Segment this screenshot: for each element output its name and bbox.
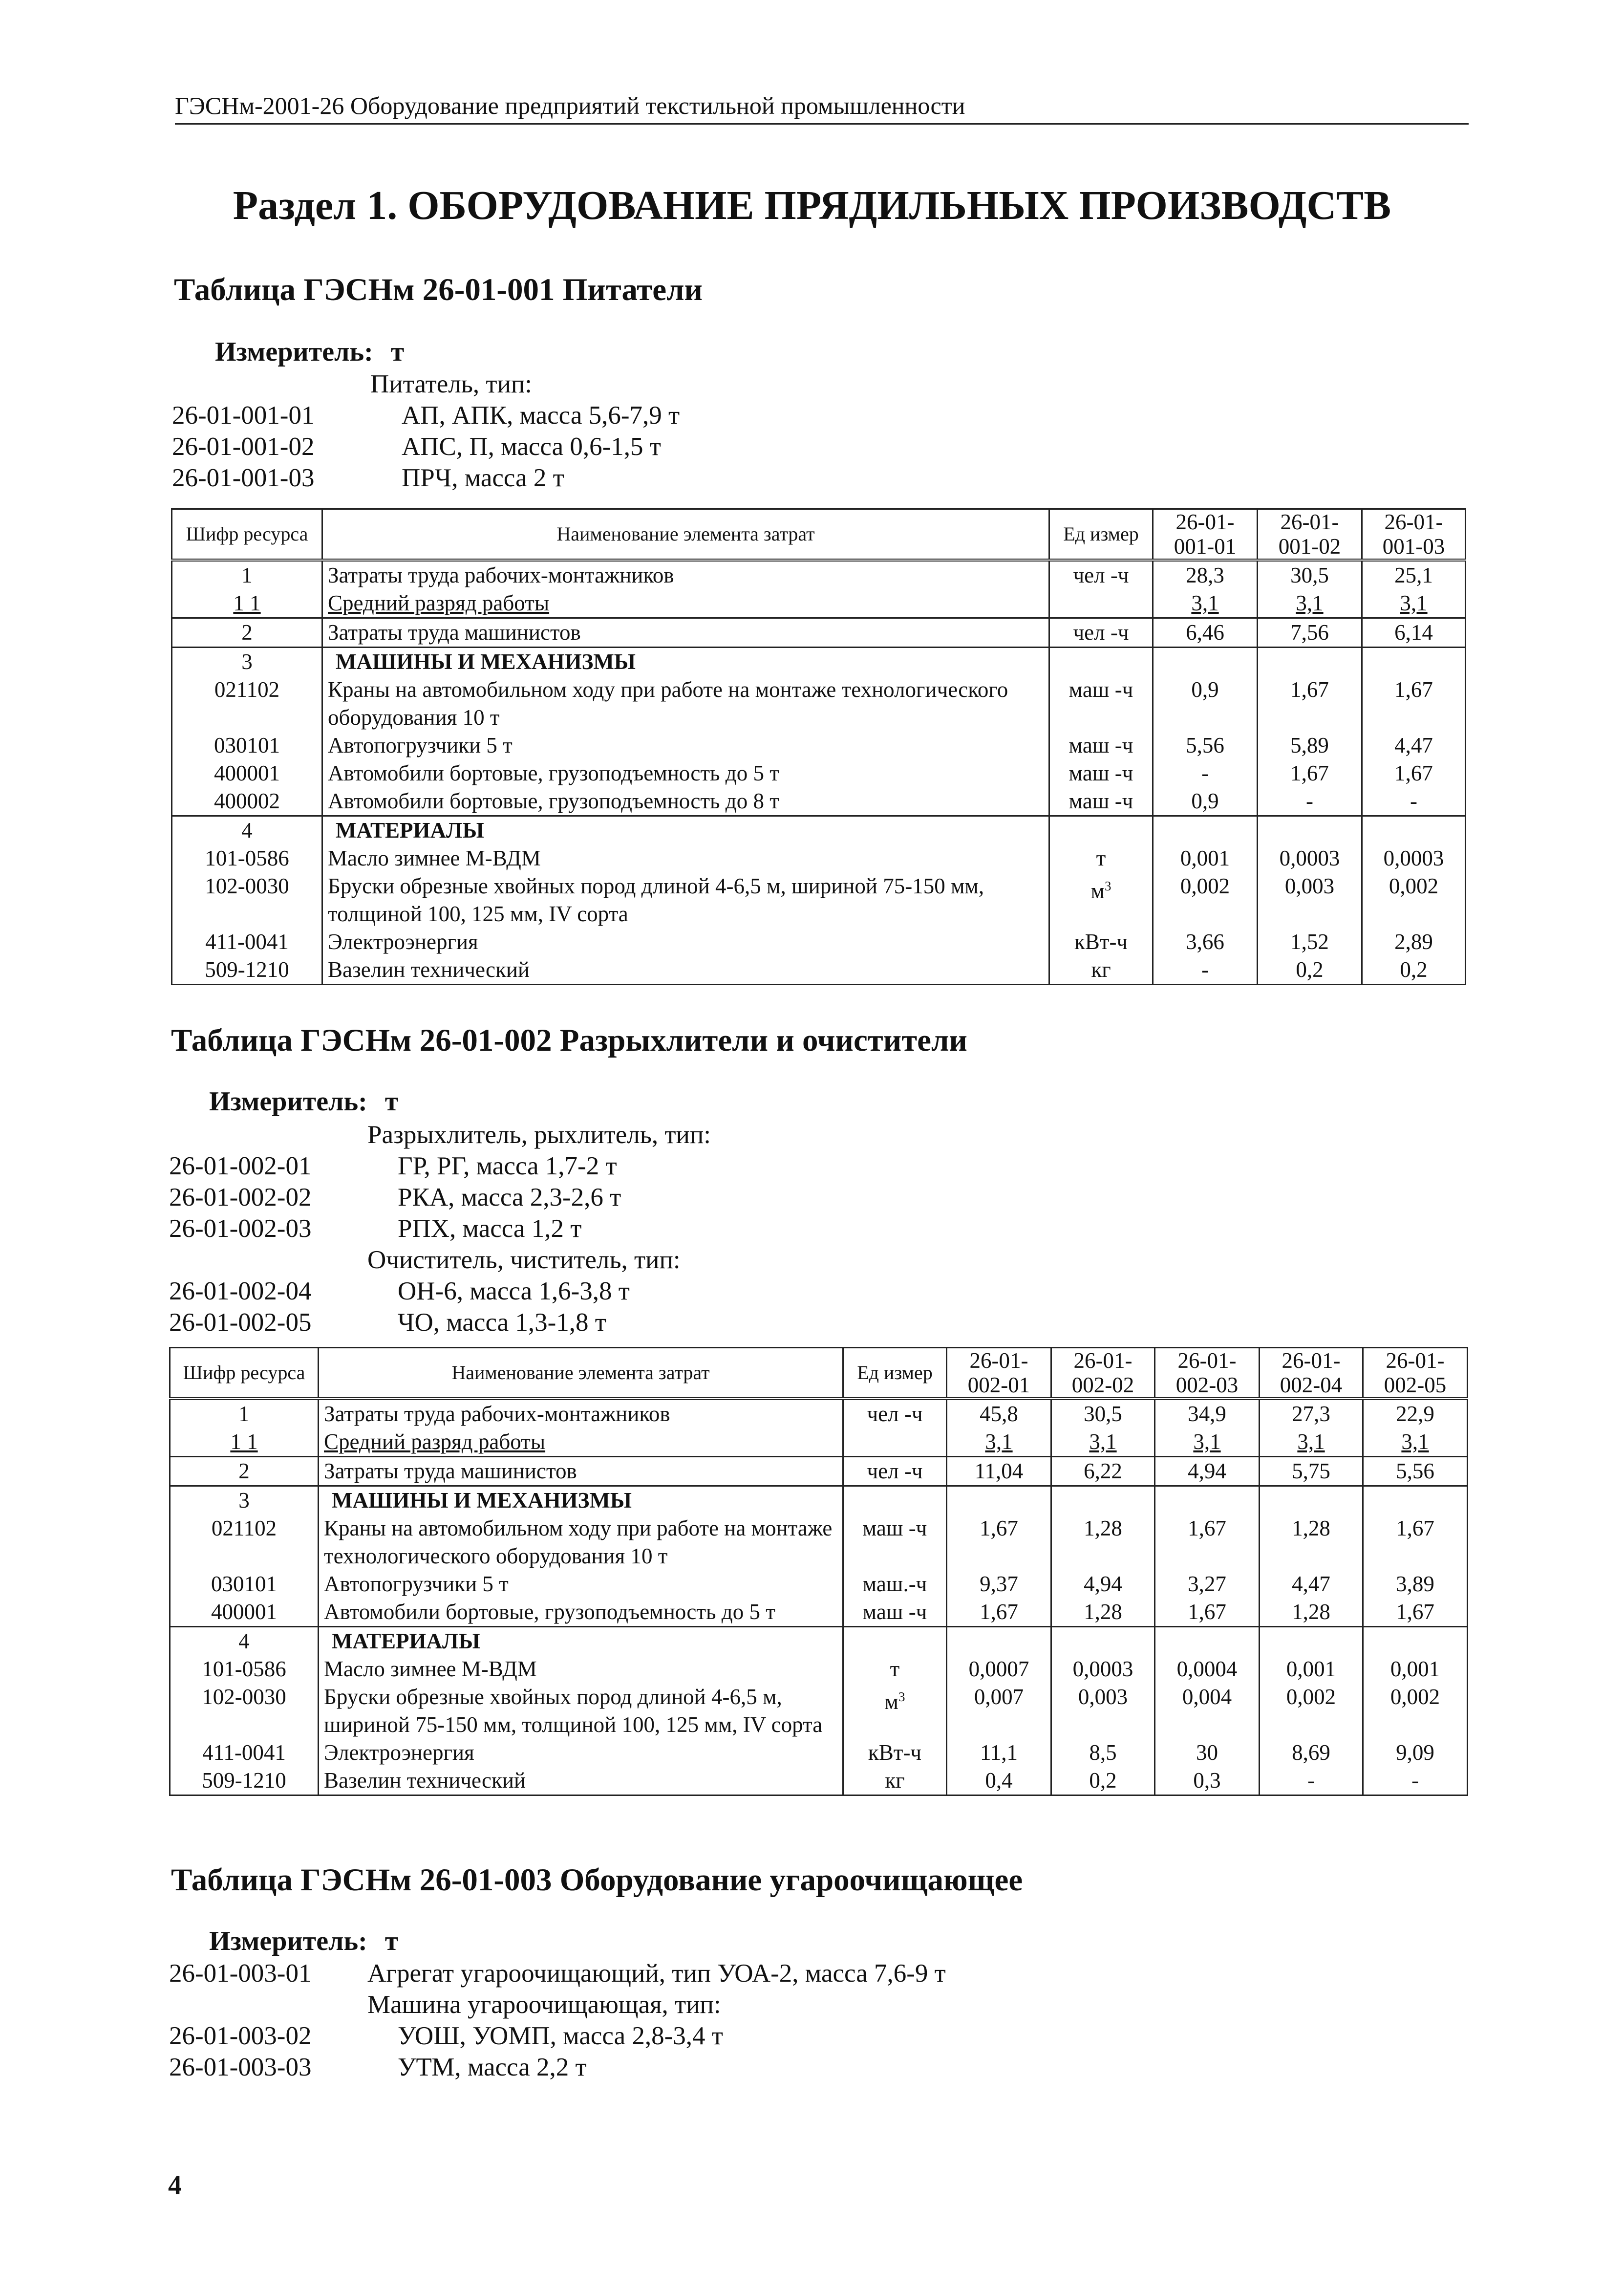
row-value: 1,67	[1258, 759, 1362, 787]
row-unit	[1049, 589, 1153, 618]
row-value: 1,67	[1258, 676, 1362, 732]
row-name: Средний разряд работы	[322, 589, 1049, 618]
row-code: 1	[172, 560, 322, 589]
row-code: 509-1210	[172, 956, 322, 985]
row-code: 102-0030	[170, 1683, 319, 1739]
row-value: 34,9	[1155, 1399, 1260, 1428]
row-group-title: МАТЕРИАЛЫ	[322, 816, 1049, 845]
table1-item-2-code: 26-01-001-02	[172, 433, 315, 461]
row-value: 0,002	[1260, 1683, 1363, 1739]
table3-item-3-code: 26-01-003-03	[169, 2053, 312, 2081]
running-header: ГЭСНм-2001-26 Оборудование предприятий текстильной промышленности	[175, 92, 1469, 125]
row-code: 509-1210	[170, 1767, 319, 1795]
table2-item-1-text: ГР, РГ, масса 1,7-2 т	[398, 1152, 617, 1180]
table3-item-2-code: 26-01-003-02	[169, 2022, 312, 2050]
row-value: 0,003	[1258, 872, 1362, 928]
row-code: 030101	[170, 1570, 319, 1598]
col-header-26-01-002-04: 26-01- 002-04	[1260, 1348, 1363, 1399]
row-name: Бруски обрезные хвойных пород длиной 4-6,5 м, шириной 75-150 мм, толщиной 100, 125 мм, IV сорта	[319, 1683, 843, 1739]
row-value: 30,5	[1258, 560, 1362, 589]
row-value: 3,1	[1153, 589, 1258, 618]
row-value: 0,4	[947, 1767, 1051, 1795]
table-row	[170, 1767, 1468, 1795]
row-name: Автопогрузчики 5 т	[322, 732, 1049, 759]
row-value: 0,3	[1155, 1767, 1260, 1795]
col-header-26-01-002-03: 26-01- 002-03	[1155, 1348, 1260, 1399]
row-value: 1,28	[1260, 1598, 1363, 1627]
table2-item-2-text: РКА, масса 2,3-2,6 т	[398, 1183, 621, 1211]
row-code: 101-0586	[172, 844, 322, 872]
table2-title: Таблица ГЭСНм 26-01-002 Разрыхлители и очистители	[171, 1023, 967, 1058]
row-unit: чел -ч	[843, 1457, 947, 1486]
table2-measure-unit: т	[385, 1086, 399, 1117]
row-value: 3,1	[1363, 1428, 1468, 1457]
page-number: 4	[168, 2170, 182, 2201]
row-code: 101-0586	[170, 1655, 319, 1683]
row-value: 0,2	[1258, 956, 1362, 985]
row-code: 400001	[170, 1598, 319, 1627]
row-value: 1,67	[1155, 1598, 1260, 1627]
row-value: 11,1	[947, 1739, 1051, 1767]
row-value: 4,47	[1362, 732, 1466, 759]
table3-item-1-text: Машина угароочищающая, тип:	[367, 1990, 721, 2019]
row-code: 2	[170, 1457, 319, 1486]
table2-item-5-text: ОН-6, масса 1,6-3,8 т	[398, 1277, 630, 1305]
table-row	[172, 732, 1466, 759]
row-code: 1	[170, 1399, 319, 1428]
row-value: 0,0007	[947, 1655, 1051, 1683]
row-value: 0,001	[1260, 1655, 1363, 1683]
row-unit: т	[1049, 844, 1153, 872]
row-code: 030101	[172, 732, 322, 759]
row-value: 2,89	[1362, 928, 1466, 956]
row-value: 6,14	[1362, 618, 1466, 648]
table-row	[172, 956, 1466, 985]
row-value: 0,0003	[1362, 844, 1466, 872]
row-value: 5,56	[1153, 732, 1258, 759]
row-value: 1,67	[1363, 1598, 1468, 1627]
row-value: 0,0004	[1155, 1655, 1260, 1683]
row-value: 1,28	[1051, 1514, 1155, 1570]
col-header-26-01-002-01: 26-01- 002-01	[947, 1348, 1051, 1399]
row-name: Автомобили бортовые, грузоподъемность до 5 т	[319, 1598, 843, 1627]
row-code: 411-0041	[172, 928, 322, 956]
table1-measure-label: Измеритель:	[215, 337, 373, 367]
row-unit: маш -ч	[1049, 759, 1153, 787]
col-header-26-01-002-05: 26-01- 002-05	[1363, 1348, 1468, 1399]
col-header-unit: Ед измер	[1049, 509, 1153, 561]
row-value: -	[1153, 956, 1258, 985]
row-unit: маш -ч	[1049, 676, 1153, 732]
table3-measure-unit: т	[385, 1926, 399, 1956]
table3-measure-label: Измеритель:	[209, 1926, 367, 1956]
table-row	[172, 560, 1466, 589]
row-unit: маш -ч	[843, 1598, 947, 1627]
row-name: Затраты труда машинистов	[319, 1457, 843, 1486]
row-value: 0,2	[1362, 956, 1466, 985]
row-code: 021102	[172, 676, 322, 732]
table-row	[172, 844, 1466, 872]
table1-item-2-text: АПС, П, масса 0,6-1,5 т	[402, 433, 661, 461]
row-value: 1,28	[1260, 1514, 1363, 1570]
row-unit: чел -ч	[1049, 560, 1153, 589]
row-unit: маш -ч	[1049, 787, 1153, 816]
table3-item-0-code: 26-01-003-01	[169, 1959, 312, 1988]
row-code: 3	[172, 648, 322, 676]
row-value: 0,003	[1051, 1683, 1155, 1739]
table2-measure	[209, 1086, 398, 1117]
table1-title: Таблица ГЭСНм 26-01-001 Питатели	[174, 272, 703, 307]
row-value: -	[1260, 1767, 1363, 1795]
row-name: Затраты труда рабочих-монтажников	[322, 560, 1049, 589]
table1-measure-unit: т	[390, 337, 405, 367]
row-name: Электроэнергия	[319, 1739, 843, 1767]
row-code: 4	[170, 1627, 319, 1656]
row-unit: чел -ч	[843, 1399, 947, 1428]
table3-item-0-text: Агрегат угароочищающий, тип УОА-2, масса 7,6-9 т	[367, 1959, 946, 1988]
table-row	[170, 1655, 1468, 1683]
row-value: 11,04	[947, 1457, 1051, 1486]
row-value: 9,09	[1363, 1739, 1468, 1767]
table-row	[172, 676, 1466, 732]
row-value: 6,22	[1051, 1457, 1155, 1486]
table-row	[170, 1399, 1468, 1428]
row-group-title: МАТЕРИАЛЫ	[319, 1627, 843, 1656]
table2-item-5-code: 26-01-002-04	[169, 1277, 312, 1305]
row-value: 1,67	[1362, 759, 1466, 787]
row-name: Вазелин технический	[322, 956, 1049, 985]
row-value: 6,46	[1153, 618, 1258, 648]
row-name: Автопогрузчики 5 т	[319, 1570, 843, 1598]
row-value: 8,5	[1051, 1739, 1155, 1767]
row-group-title: МАШИНЫ И МЕХАНИЗМЫ	[322, 648, 1049, 676]
row-value: 1,28	[1051, 1598, 1155, 1627]
row-value: -	[1153, 759, 1258, 787]
table-row	[172, 759, 1466, 787]
row-value: 0,9	[1153, 676, 1258, 732]
table3-title: Таблица ГЭСНм 26-01-003 Оборудование угароочищающее	[171, 1862, 1023, 1898]
table1-measure	[215, 336, 404, 368]
col-header-name: Наименование элемента затрат	[322, 509, 1049, 561]
table-row	[170, 1683, 1468, 1739]
table-row	[170, 1627, 1468, 1656]
row-value: 1,67	[947, 1598, 1051, 1627]
row-unit: маш -ч	[843, 1514, 947, 1570]
table2-item-2-code: 26-01-002-02	[169, 1183, 312, 1211]
table-row	[172, 787, 1466, 816]
table2-norms	[169, 1347, 1468, 1796]
row-value: -	[1363, 1767, 1468, 1795]
row-value: 9,37	[947, 1570, 1051, 1598]
row-value: 1,67	[947, 1514, 1051, 1570]
table2-item-3-code: 26-01-002-03	[169, 1214, 312, 1243]
row-value: 0,9	[1153, 787, 1258, 816]
table-row	[172, 816, 1466, 845]
table-row	[172, 648, 1466, 676]
row-value: 3,1	[947, 1428, 1051, 1457]
row-name: Средний разряд работы	[319, 1428, 843, 1457]
row-code: 411-0041	[170, 1739, 319, 1767]
row-value: 3,1	[1362, 589, 1466, 618]
row-value: 3,66	[1153, 928, 1258, 956]
table-row	[172, 872, 1466, 928]
col-header-26-01-002-02: 26-01- 002-02	[1051, 1348, 1155, 1399]
row-value: 5,75	[1260, 1457, 1363, 1486]
row-name: Затраты труда машинистов	[322, 618, 1049, 648]
table2-header-row	[170, 1348, 1468, 1399]
col-header-unit: Ед измер	[843, 1348, 947, 1399]
row-code: 1 1	[172, 589, 322, 618]
row-value: 3,89	[1363, 1570, 1468, 1598]
table-row	[170, 1486, 1468, 1515]
table-row	[172, 928, 1466, 956]
table-row	[170, 1457, 1468, 1486]
row-unit: чел -ч	[1049, 618, 1153, 648]
row-code: 021102	[170, 1514, 319, 1570]
row-value: 45,8	[947, 1399, 1051, 1428]
row-value: 30,5	[1051, 1399, 1155, 1428]
row-value: 0,002	[1153, 872, 1258, 928]
table1-item-3-code: 26-01-001-03	[172, 464, 315, 492]
row-name: Масло зимнее М-ВДМ	[319, 1655, 843, 1683]
row-value: 5,89	[1258, 732, 1362, 759]
row-unit: кВт-ч	[843, 1739, 947, 1767]
row-value: 3,1	[1260, 1428, 1363, 1457]
row-value: 0,0003	[1051, 1655, 1155, 1683]
row-value: 5,56	[1363, 1457, 1468, 1486]
row-name: Масло зимнее М-ВДМ	[322, 844, 1049, 872]
row-code: 4	[172, 816, 322, 845]
row-value: 0,007	[947, 1683, 1051, 1739]
table-row	[170, 1570, 1468, 1598]
table1-item-3-text: ПРЧ, масса 2 т	[402, 464, 564, 492]
row-value: 0,0003	[1258, 844, 1362, 872]
row-value: 1,67	[1362, 676, 1466, 732]
col-header-code: Шифр ресурса	[170, 1348, 319, 1399]
row-value: 0,2	[1051, 1767, 1155, 1795]
row-value: 1,52	[1258, 928, 1362, 956]
table2-item-6-code: 26-01-002-05	[169, 1308, 312, 1337]
row-unit: маш.-ч	[843, 1570, 947, 1598]
col-header-name: Наименование элемента затрат	[319, 1348, 843, 1399]
row-value: 25,1	[1362, 560, 1466, 589]
col-header-26-01-001-03: 26-01- 001-03	[1362, 509, 1466, 561]
row-unit: т	[843, 1655, 947, 1683]
table2-measure-label: Измеритель:	[209, 1086, 367, 1117]
col-header-26-01-001-02: 26-01- 001-02	[1258, 509, 1362, 561]
row-value: 0,002	[1362, 872, 1466, 928]
row-value: 0,001	[1153, 844, 1258, 872]
row-name: Электроэнергия	[322, 928, 1049, 956]
row-code: 400002	[172, 787, 322, 816]
table1-item-1-code: 26-01-001-01	[172, 401, 315, 430]
table1-item-1-text: АП, АПК, масса 5,6-7,9 т	[402, 401, 680, 430]
table-row	[172, 618, 1466, 648]
table2-item-0-text: Разрыхлитель, рыхлитель, тип:	[367, 1121, 711, 1149]
row-value: 0,002	[1363, 1683, 1468, 1739]
table2-item-4-text: Очиститель, чиститель, тип:	[367, 1246, 681, 1274]
col-header-code: Шифр ресурса	[172, 509, 322, 561]
section-title: Раздел 1. ОБОРУДОВАНИЕ ПРЯДИЛЬНЫХ ПРОИЗВОДСТВ	[233, 183, 1391, 228]
row-value: 8,69	[1260, 1739, 1363, 1767]
row-value: 4,94	[1155, 1457, 1260, 1486]
row-value: 22,9	[1363, 1399, 1468, 1428]
row-value: 3,1	[1051, 1428, 1155, 1457]
row-name: Вазелин технический	[319, 1767, 843, 1795]
table-row	[170, 1514, 1468, 1570]
row-value: 1,67	[1363, 1514, 1468, 1570]
row-value: 7,56	[1258, 618, 1362, 648]
row-name: Автомобили бортовые, грузоподъемность до 5 т	[322, 759, 1049, 787]
row-unit: $м^3$	[843, 1683, 947, 1739]
table2-item-3-text: РПХ, масса 1,2 т	[398, 1214, 582, 1243]
row-code: 2	[172, 618, 322, 648]
row-unit: кг	[843, 1767, 947, 1795]
row-unit: кВт-ч	[1049, 928, 1153, 956]
row-name: Автомобили бортовые, грузоподъемность до 8 т	[322, 787, 1049, 816]
table1-header-row	[172, 509, 1466, 561]
row-name: Краны на автомобильном ходу при работе на монтаже технологического оборудования 10 т	[322, 676, 1049, 732]
table2-item-6-text: ЧО, масса 1,3-1,8 т	[398, 1308, 606, 1337]
row-value: -	[1258, 787, 1362, 816]
col-header-26-01-001-01: 26-01- 001-01	[1153, 509, 1258, 561]
row-name: Краны на автомобильном ходу при работе на монтаже технологического оборудования 10 т	[319, 1514, 843, 1570]
row-name: Бруски обрезные хвойных пород длиной 4-6,5 м, шириной 75-150 мм, толщиной 100, 125 мм, IV сорта	[322, 872, 1049, 928]
row-value: 27,3	[1260, 1399, 1363, 1428]
row-unit	[843, 1428, 947, 1457]
row-group-title: МАШИНЫ И МЕХАНИЗМЫ	[319, 1486, 843, 1515]
row-code: 102-0030	[172, 872, 322, 928]
table1-norms	[171, 508, 1466, 985]
row-code: 1 1	[170, 1428, 319, 1457]
row-name: Затраты труда рабочих-монтажников	[319, 1399, 843, 1428]
table1-item-0-text: Питатель, тип:	[370, 370, 533, 398]
row-code: 400001	[172, 759, 322, 787]
row-value: 3,1	[1258, 589, 1362, 618]
table3-item-2-text: УОШ, УОМП, масса 2,8-3,4 т	[398, 2022, 723, 2050]
row-value: 0,001	[1363, 1655, 1468, 1683]
row-value: 0,004	[1155, 1683, 1260, 1739]
row-value: 30	[1155, 1739, 1260, 1767]
table-row	[172, 589, 1466, 618]
row-value: 4,47	[1260, 1570, 1363, 1598]
row-value: -	[1362, 787, 1466, 816]
row-unit: $м^3$	[1049, 872, 1153, 928]
row-value: 28,3	[1153, 560, 1258, 589]
table2-item-1-code: 26-01-002-01	[169, 1152, 312, 1180]
row-value: 3,1	[1155, 1428, 1260, 1457]
table-row	[170, 1428, 1468, 1457]
row-value: 1,67	[1155, 1514, 1260, 1570]
row-unit: маш -ч	[1049, 732, 1153, 759]
table-row	[170, 1739, 1468, 1767]
table3-item-3-text: УТМ, масса 2,2 т	[398, 2053, 587, 2081]
row-unit: кг	[1049, 956, 1153, 985]
table-row	[170, 1598, 1468, 1627]
table3-measure	[209, 1925, 398, 1957]
row-value: 3,27	[1155, 1570, 1260, 1598]
row-code: 3	[170, 1486, 319, 1515]
row-value: 4,94	[1051, 1570, 1155, 1598]
